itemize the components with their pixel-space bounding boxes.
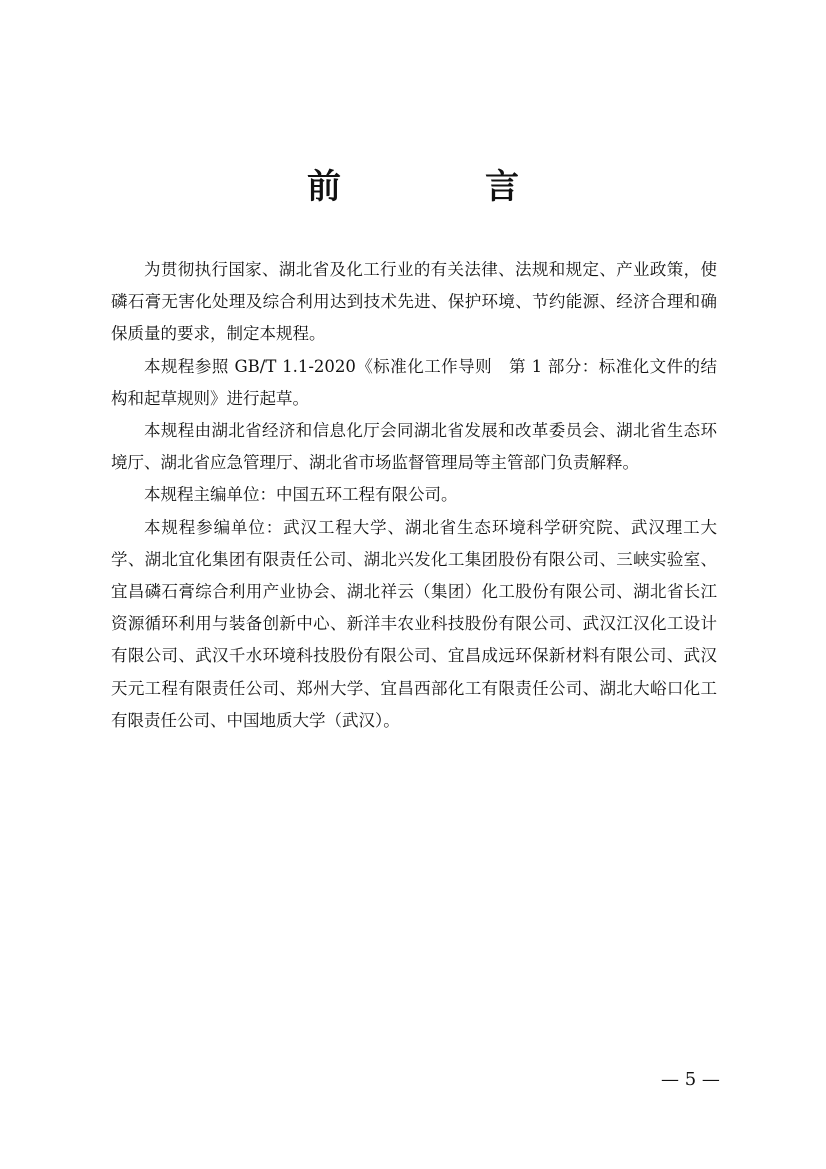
page-number: — 5 — (661, 1069, 720, 1090)
preface-body (111, 254, 717, 737)
paragraph-chief-editor: 本规程主编单位：中国五环工程有限公司。 (144, 485, 458, 505)
paragraph-participating-units: 本规程参编单位：武汉工程大学、湖北省生态环境科学研究院、武汉理工大学、湖北宜化集团有限责任公司、湖北兴发化工集团股份有限公司、三峡实验室、宜昌磷石膏综合利用产业协会、湖北祥云（集团）化工股份有限公司、湖北省长江资源循环利用与装备创新中心、新洋丰农业科技股份有限公司、武汉江汉化工设计有限公司、武汉千水环境科技股份有限公司、宜昌成远环保新材料有限公司、武汉天元工程有限责任公司、郑州大学、宜昌西部化工有限责任公司、湖北大峪口化工有限责任公司、中国地质大学（武汉）。 (111, 517, 717, 730)
paragraph-drafting-reference: 本规程参照 GB/T 1.1-2020《标准化工作导则 第 1 部分：标准化文件的结构和起草规则》进行起草。 (111, 356, 717, 408)
page-title: 前 言 (307, 167, 574, 207)
paragraph-purpose: 为贯彻执行国家、湖北省及化工行业的有关法律、法规和规定、产业政策，使磷石膏无害化处理及综合利用达到技术先进、保护环境、节约能源、经济合理和确保质量的要求，制定本规程。 (111, 260, 717, 344)
paragraph-interpretation: 本规程由湖北省经济和信息化厅会同湖北省发展和改革委员会、湖北省生态环境厅、湖北省应急管理厅、湖北省市场监督管理局等主管部门负责解释。 (111, 421, 717, 473)
